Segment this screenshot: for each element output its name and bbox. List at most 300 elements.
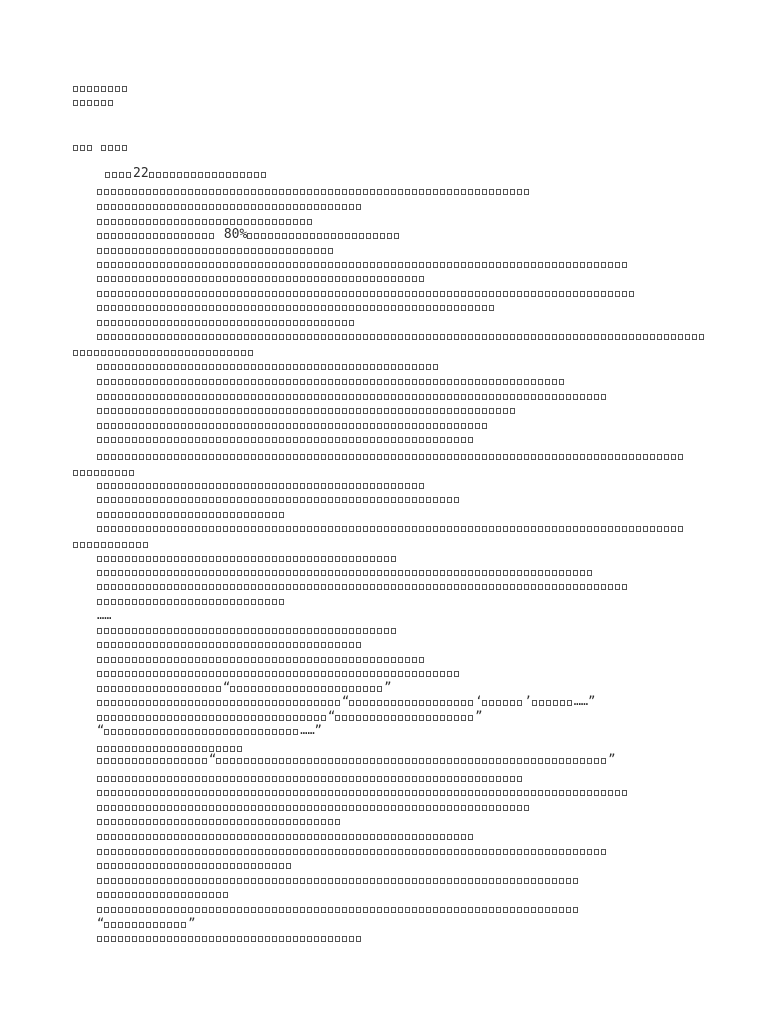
unrendered-glyph [146,512,151,518]
unrendered-glyph [153,262,158,268]
unrendered-glyph [650,334,655,340]
unrendered-glyph [524,878,529,884]
unrendered-glyph [328,276,333,282]
unrendered-glyph [251,936,256,942]
unrendered-glyph [146,423,151,429]
unrendered-glyph [167,189,172,195]
text-fragment: ” [608,752,616,766]
unrendered-glyph [265,512,270,518]
unrendered-glyph [153,642,158,648]
unrendered-glyph [587,758,592,764]
unrendered-glyph [377,276,382,282]
unrendered-glyph [97,334,102,340]
unrendered-glyph [272,526,277,532]
unrendered-glyph [559,790,564,796]
unrendered-glyph [349,189,354,195]
unrendered-glyph [202,715,207,721]
unrendered-glyph [433,262,438,268]
unrendered-glyph [489,805,494,811]
unrendered-glyph [475,776,480,782]
unrendered-glyph [209,863,214,869]
unrendered-glyph [104,907,109,913]
unrendered-glyph [174,262,179,268]
unrendered-glyph [188,628,193,634]
unrendered-glyph [433,671,438,677]
unrendered-glyph [342,715,347,721]
text-line [97,417,489,431]
unrendered-glyph [97,805,102,811]
unrendered-glyph [272,907,277,913]
unrendered-glyph [405,262,410,268]
unrendered-glyph [286,262,291,268]
unrendered-glyph [153,408,158,414]
unrendered-glyph [671,526,676,532]
unrendered-glyph [412,849,417,855]
unrendered-glyph [412,497,417,503]
unrendered-glyph [489,189,494,195]
unrendered-glyph [335,262,340,268]
unrendered-glyph [300,758,305,764]
unrendered-glyph [202,758,207,764]
unrendered-glyph [237,729,242,735]
unrendered-glyph [160,642,165,648]
unrendered-glyph [153,819,158,825]
unrendered-glyph [293,320,298,326]
unrendered-glyph [307,790,312,796]
unrendered-glyph [335,483,340,489]
unrendered-glyph [167,805,172,811]
unrendered-glyph [321,671,326,677]
unrendered-glyph [321,320,326,326]
unrendered-glyph [160,497,165,503]
unrendered-glyph [412,379,417,385]
unrendered-glyph [300,556,305,562]
unrendered-glyph [384,776,389,782]
unrendered-glyph [153,715,158,721]
unrendered-glyph [258,305,263,311]
unrendered-glyph [132,262,137,268]
unrendered-glyph [160,454,165,460]
unrendered-glyph [146,700,151,706]
unrendered-glyph [279,437,284,443]
unrendered-glyph [251,423,256,429]
unrendered-glyph [394,233,399,239]
unrendered-glyph [153,758,158,764]
unrendered-glyph [202,364,207,370]
unrendered-glyph [216,907,221,913]
unrendered-glyph [104,320,109,326]
unrendered-glyph [373,233,378,239]
unrendered-glyph [244,483,249,489]
unrendered-glyph [489,878,494,884]
unrendered-glyph [94,100,99,106]
unrendered-glyph [202,291,207,297]
unrendered-glyph [580,584,585,590]
unrendered-glyph [258,599,263,605]
unrendered-glyph [125,686,130,692]
unrendered-glyph [328,671,333,677]
unrendered-glyph [468,454,473,460]
unrendered-glyph [223,291,228,297]
unrendered-glyph [296,233,301,239]
unrendered-glyph [356,379,361,385]
unrendered-glyph [279,219,284,225]
unrendered-glyph [223,849,228,855]
unrendered-glyph [139,657,144,663]
unrendered-glyph [160,189,165,195]
unrendered-glyph [272,878,277,884]
unrendered-glyph [258,497,263,503]
unrendered-glyph [419,262,424,268]
unrendered-glyph [111,262,116,268]
unrendered-glyph [209,483,214,489]
unrendered-glyph [153,892,158,898]
unrendered-glyph [447,790,452,796]
text-line [97,608,111,622]
unrendered-glyph [188,320,193,326]
unrendered-glyph [223,408,228,414]
unrendered-glyph [97,204,102,210]
unrendered-glyph [251,526,256,532]
unrendered-glyph [685,334,690,340]
unrendered-glyph [510,291,515,297]
unrendered-glyph [279,642,284,648]
unrendered-glyph [447,878,452,884]
unrendered-glyph [321,334,326,340]
unrendered-glyph [503,570,508,576]
unrendered-glyph [426,454,431,460]
unrendered-glyph [237,628,242,634]
unrendered-glyph [398,305,403,311]
unrendered-glyph [97,305,102,311]
unrendered-glyph [566,907,571,913]
unrendered-glyph [216,834,221,840]
unrendered-glyph [251,305,256,311]
unrendered-glyph [370,189,375,195]
unrendered-glyph [202,204,207,210]
unrendered-glyph [188,483,193,489]
unrendered-glyph [286,570,291,576]
unrendered-glyph [496,408,501,414]
unrendered-glyph [202,512,207,518]
unrendered-glyph [314,334,319,340]
unrendered-glyph [321,686,326,692]
unrendered-glyph [384,584,389,590]
unrendered-glyph [132,204,137,210]
unrendered-glyph [202,556,207,562]
unrendered-glyph [237,379,242,385]
unrendered-glyph [559,849,564,855]
unrendered-glyph [118,556,123,562]
unrendered-glyph [97,878,102,884]
unrendered-glyph [160,556,165,562]
unrendered-glyph [496,394,501,400]
unrendered-glyph [335,454,340,460]
unrendered-glyph [293,570,298,576]
text-line [97,813,342,827]
unrendered-glyph [447,715,452,721]
unrendered-glyph [461,189,466,195]
unrendered-glyph [160,512,165,518]
unrendered-glyph [272,423,277,429]
unrendered-glyph [391,483,396,489]
unrendered-glyph [132,642,137,648]
unrendered-glyph [300,204,305,210]
unrendered-glyph [108,100,113,106]
unrendered-glyph [139,776,144,782]
unrendered-glyph [307,483,312,489]
unrendered-glyph [335,907,340,913]
unrendered-glyph [132,657,137,663]
unrendered-glyph [139,364,144,370]
unrendered-glyph [223,305,228,311]
unrendered-glyph [356,556,361,562]
unrendered-glyph [405,805,410,811]
unrendered-glyph [132,892,137,898]
unrendered-glyph [482,334,487,340]
unrendered-glyph [440,907,445,913]
unrendered-glyph [265,686,270,692]
unrendered-glyph [433,700,438,706]
unrendered-glyph [139,599,144,605]
unrendered-glyph [230,907,235,913]
unrendered-glyph [132,334,137,340]
unrendered-glyph [405,423,410,429]
unrendered-glyph [307,628,312,634]
unrendered-glyph [377,497,382,503]
unrendered-glyph [440,834,445,840]
unrendered-glyph [342,790,347,796]
unrendered-glyph [349,483,354,489]
unrendered-glyph [146,262,151,268]
unrendered-glyph [125,379,130,385]
unrendered-glyph [517,584,522,590]
unrendered-glyph [202,248,207,254]
unrendered-glyph [342,437,347,443]
unrendered-glyph [132,512,137,518]
unrendered-glyph [216,729,221,735]
unrendered-glyph [405,394,410,400]
unrendered-glyph [164,350,169,356]
unrendered-glyph [391,700,396,706]
unrendered-glyph [356,526,361,532]
unrendered-glyph [349,291,354,297]
unrendered-glyph [153,379,158,385]
unrendered-glyph [108,470,113,476]
unrendered-glyph [314,657,319,663]
unrendered-glyph [167,556,172,562]
unrendered-glyph [468,394,473,400]
unrendered-glyph [125,878,130,884]
unrendered-glyph [251,758,256,764]
unrendered-glyph [272,379,277,385]
unrendered-glyph [118,570,123,576]
unrendered-glyph [342,305,347,311]
unrendered-glyph [223,790,228,796]
unrendered-glyph [629,526,634,532]
unrendered-glyph [475,907,480,913]
text-fragment: ‘ [475,694,483,708]
unrendered-glyph [132,834,137,840]
unrendered-glyph [195,907,200,913]
unrendered-glyph [384,454,389,460]
unrendered-glyph [573,262,578,268]
unrendered-glyph [531,878,536,884]
unrendered-glyph [601,849,606,855]
unrendered-glyph [314,526,319,532]
unrendered-glyph [97,834,102,840]
unrendered-glyph [461,584,466,590]
unrendered-glyph [209,776,214,782]
unrendered-glyph [370,556,375,562]
unrendered-glyph [167,512,172,518]
unrendered-glyph [377,776,382,782]
text-line [97,328,706,342]
unrendered-glyph [370,262,375,268]
unrendered-glyph [202,642,207,648]
text-line [97,477,426,491]
unrendered-glyph [160,599,165,605]
unrendered-glyph [167,423,172,429]
unrendered-glyph [265,394,270,400]
unrendered-glyph [342,584,347,590]
unrendered-glyph [185,350,190,356]
unrendered-glyph [349,408,354,414]
unrendered-glyph [202,849,207,855]
unrendered-glyph [475,189,480,195]
unrendered-glyph [202,219,207,225]
text-line [97,828,475,842]
unrendered-glyph [209,233,214,239]
unrendered-glyph [188,291,193,297]
unrendered-glyph [251,320,256,326]
unrendered-glyph [216,863,221,869]
unrendered-glyph [559,526,564,532]
unrendered-glyph [181,878,186,884]
unrendered-glyph [202,437,207,443]
unrendered-glyph [251,497,256,503]
unrendered-glyph [335,379,340,385]
unrendered-glyph [153,334,158,340]
unrendered-glyph [489,758,494,764]
unrendered-glyph [587,526,592,532]
unrendered-glyph [377,790,382,796]
unrendered-glyph [412,805,417,811]
unrendered-glyph [272,776,277,782]
unrendered-glyph [209,599,214,605]
unrendered-glyph [272,248,277,254]
unrendered-glyph [573,584,578,590]
unrendered-glyph [132,423,137,429]
unrendered-glyph [335,189,340,195]
unrendered-glyph [461,849,466,855]
unrendered-glyph [524,394,529,400]
unrendered-glyph [342,334,347,340]
unrendered-glyph [104,291,109,297]
text-line [97,506,286,520]
unrendered-glyph [370,805,375,811]
unrendered-glyph [594,584,599,590]
unrendered-glyph [195,834,200,840]
unrendered-glyph [265,497,270,503]
unrendered-glyph [370,671,375,677]
unrendered-glyph [223,320,228,326]
unrendered-glyph [160,790,165,796]
unrendered-glyph [237,437,242,443]
unrendered-glyph [97,570,102,576]
unrendered-glyph [286,628,291,634]
unrendered-glyph [244,334,249,340]
text-line [97,564,594,578]
unrendered-glyph [391,805,396,811]
unrendered-glyph [300,819,305,825]
unrendered-glyph [503,790,508,796]
unrendered-glyph [272,291,277,297]
unrendered-glyph [517,189,522,195]
unrendered-glyph [139,423,144,429]
unrendered-glyph [307,642,312,648]
unrendered-glyph [538,334,543,340]
text-line [97,256,629,270]
unrendered-glyph [377,758,382,764]
unrendered-glyph [398,834,403,840]
unrendered-glyph [146,715,151,721]
unrendered-glyph [405,878,410,884]
unrendered-glyph [300,379,305,385]
unrendered-glyph [195,758,200,764]
unrendered-glyph [160,819,165,825]
unrendered-glyph [328,878,333,884]
unrendered-glyph [118,276,123,282]
unrendered-glyph [230,729,235,735]
unrendered-glyph [412,437,417,443]
unrendered-glyph [216,483,221,489]
unrendered-glyph [97,291,102,297]
unrendered-glyph [454,700,459,706]
unrendered-glyph [342,262,347,268]
unrendered-glyph [538,907,543,913]
unrendered-glyph [300,686,305,692]
unrendered-glyph [237,394,242,400]
unrendered-glyph [545,394,550,400]
unrendered-glyph [307,657,312,663]
unrendered-glyph [153,248,158,254]
unrendered-glyph [349,394,354,400]
unrendered-glyph [307,556,312,562]
unrendered-glyph [87,350,92,356]
unrendered-glyph [321,423,326,429]
unrendered-glyph [265,776,270,782]
unrendered-glyph [181,262,186,268]
unrendered-glyph [118,364,123,370]
unrendered-glyph [139,819,144,825]
unrendered-glyph [125,189,130,195]
unrendered-glyph [335,320,340,326]
unrendered-glyph [293,276,298,282]
unrendered-glyph [265,819,270,825]
unrendered-glyph [384,334,389,340]
unrendered-glyph [447,526,452,532]
unrendered-glyph [580,291,585,297]
unrendered-glyph [244,805,249,811]
unrendered-glyph [482,584,487,590]
unrendered-glyph [454,834,459,840]
unrendered-glyph [118,483,123,489]
unrendered-glyph [139,584,144,590]
text-line [97,723,322,737]
unrendered-glyph [111,204,116,210]
unrendered-glyph [195,334,200,340]
